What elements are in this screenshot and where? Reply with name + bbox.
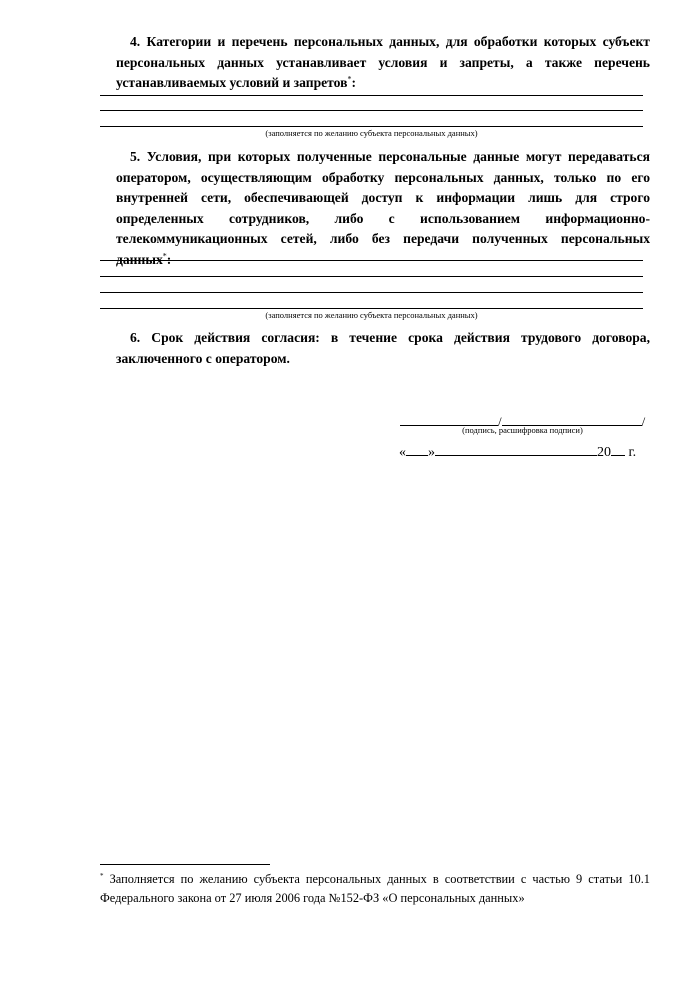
fill-line[interactable] — [100, 95, 643, 96]
signature-line[interactable] — [400, 412, 646, 429]
section-5-text: 5. Условия, при которых полученные персональные данные могут передаваться оператором, осуществляющим обработку персональных данных, только по его внутренней сети, обеспечивающей доступ к информации лишь для строго определенных сотрудников, либо с использованием информационно-телекоммуникационных сетей, либо без передачи полученных персональных данных — [116, 149, 650, 267]
section-5-heading — [116, 147, 650, 270]
fill-line[interactable] — [100, 126, 643, 127]
year-suffix: г. — [628, 445, 637, 460]
section-4-hint: (заполняется по желанию субъекта персональных данных) — [265, 128, 478, 138]
fill-line[interactable] — [100, 110, 643, 111]
year-field[interactable] — [611, 442, 625, 456]
month-field[interactable] — [435, 442, 597, 456]
section-4-footnote-mark: * — [347, 74, 352, 84]
section-6-text: 6. Срок действия согласия: в течение срока действия трудового договора, заключенного с оператором. — [116, 330, 650, 366]
footnote-text: Заполняется по желанию субъекта персональных данных в соответствии с частью 9 статьи 10.1 Федерального закона от 27 июля 2006 года №152-ФЗ «О персональных данных» — [100, 872, 650, 905]
section-4-colon: : — [351, 75, 357, 90]
section-4-heading — [116, 32, 650, 94]
signature-hint: (подпись, расшифровка подписи) — [462, 425, 583, 435]
section-5-footnote-mark: * — [162, 250, 167, 260]
date-open-quote: « — [399, 445, 406, 460]
footnote — [100, 870, 650, 908]
section-4-text: 4. Категории и перечень персональных данных, для обработки которых субъект персональных данных устанавливает условия и запреты, а также перечень устанавливаемых условий и запретов — [116, 34, 650, 90]
fill-line[interactable] — [100, 276, 643, 277]
year-prefix: 20 — [597, 445, 611, 460]
signature-field[interactable] — [400, 412, 498, 426]
date-close-quote: » — [428, 445, 435, 460]
signature-end-separator: / — [641, 414, 646, 429]
fill-line[interactable] — [100, 308, 643, 309]
date-line — [399, 442, 636, 462]
day-field[interactable] — [406, 442, 428, 456]
section-5-hint: (заполняется по желанию субъекта персональных данных) — [265, 310, 478, 320]
signature-separator: / — [498, 414, 502, 429]
footnote-mark: * — [100, 871, 104, 880]
footnote-separator — [100, 864, 270, 865]
fill-line[interactable] — [100, 260, 643, 261]
name-field[interactable] — [502, 412, 642, 426]
fill-line[interactable] — [100, 292, 643, 293]
section-5-colon: : — [166, 251, 172, 267]
